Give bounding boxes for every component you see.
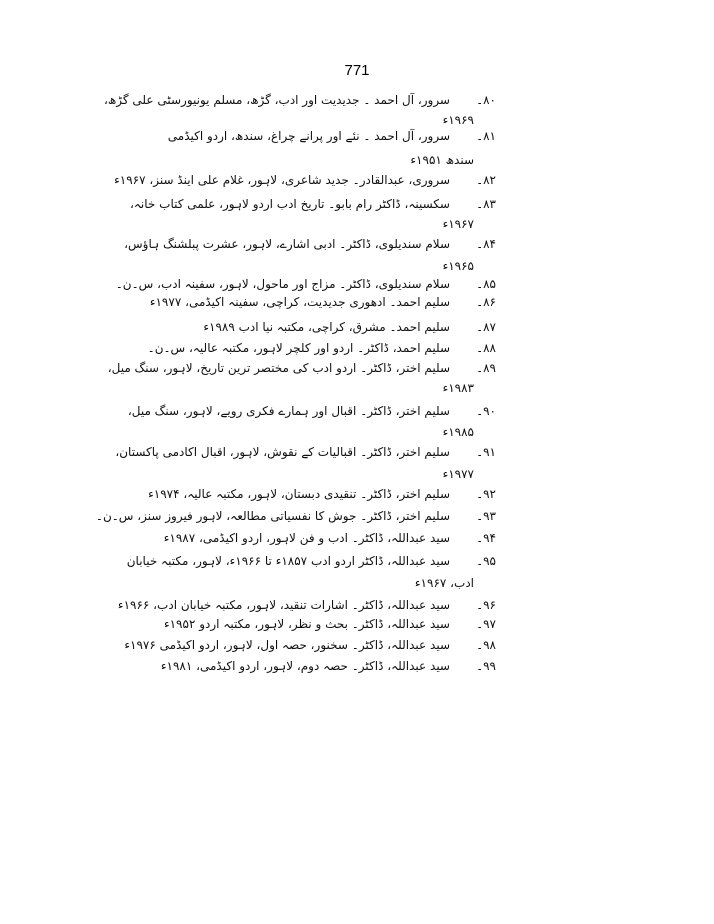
entry-continuation: ۱۹۸۳ء <box>442 381 474 395</box>
entry-number: ۹۹۔ <box>476 659 496 673</box>
entry-text: سلیم اختر، ڈاکٹر۔ جوش کا نفسیاتی مطالعہ، لاہور فیروز سنز، س۔ن۔ <box>95 509 450 523</box>
entry-number: ۸۸۔ <box>476 341 496 355</box>
entry-number: ۸۷۔ <box>476 320 496 334</box>
entry-number: ۸۳۔ <box>476 197 496 211</box>
entry-number: ۹۵۔ <box>476 554 496 568</box>
entry-text: سلیم اختر، ڈاکٹر۔ اردو ادب کی مختصر ترین تاریخ، لاہور، سنگ میل، <box>107 361 450 375</box>
entry-text: سرور، آل احمد ۔ نئے اور پرانے چراغ، سندھ، اردو اکیڈمی <box>167 129 450 143</box>
entry-text: سلیم اختر، ڈاکٹر۔ اقبال اور ہمارے فکری رویے، لاہور، سنگ میل، <box>127 404 450 418</box>
entry-text: سکسینہ، ڈاکٹر رام بابو۔ تاریخ ادب اردو لاہور، علمی کتاب خانہ، <box>130 197 450 211</box>
entry-number: ۹۰۔ <box>476 404 496 418</box>
entry-number: ۸۵۔ <box>476 277 496 291</box>
entry-continuation: سندھ ۱۹۵۱ء <box>410 153 474 167</box>
entry-text: سرور، آل احمد ۔ جدیدیت اور ادب، گڑھ، مسلم یونیورسٹی علی گڑھ، <box>104 93 450 107</box>
entry-continuation: ۱۹۸۵ء <box>442 425 474 439</box>
entry-continuation: ۱۹۶۷ء <box>442 217 474 231</box>
entry-text: سلیم اختر، ڈاکٹر۔ اقبالیات کے نقوش، لاہور، اقبال اکادمی پاکستان، <box>115 445 450 459</box>
entry-text: سلیم احمد۔ مشرق، کراچی، مکتبہ نیا ادب ۱۹۸۹ء <box>203 320 450 334</box>
entry-number: ۸۶۔ <box>476 295 496 309</box>
entry-number: ۸۰۔ <box>476 93 496 107</box>
entry-text: سید عبداللہ، ڈاکٹر۔ اشارات تنقید، لاہور، مکتبہ خیابان ادب، ۱۹۶۶ء <box>117 598 450 612</box>
entry-text: سلام سندیلوی، ڈاکٹر۔ ادبی اشارے، لاہور، عشرت پبلشنگ ہاؤس، <box>124 237 450 251</box>
entry-text: سلام سندیلوی، ڈاکٹر۔ مزاج اور ماحول، لاہور، سفینہ ادب، س۔ن۔ <box>115 277 450 291</box>
entry-text: سروری، عبدالقادر۔ جدید شاعری، لاہور، غلام علی اینڈ سنز، ۱۹۶۷ء <box>114 173 450 187</box>
entry-number: ۸۴۔ <box>476 237 496 251</box>
entry-number: ۹۳۔ <box>476 509 496 523</box>
entry-number: ۹۸۔ <box>476 638 496 652</box>
page-number: 771 <box>344 62 370 79</box>
entry-number: ۹۶۔ <box>476 598 496 612</box>
entry-text: سید عبداللہ، ڈاکٹر۔ بحث و نظر، لاہور، مکتبہ اردو ۱۹۵۲ء <box>163 617 450 631</box>
entry-continuation: ادب، ۱۹۶۷ء <box>414 576 474 590</box>
entry-number: ۹۲۔ <box>476 487 496 501</box>
entry-text: سید عبداللہ، ڈاکٹر۔ حصہ دوم، لاہور، اردو اکیڈمی، ۱۹۸۱ء <box>160 659 450 673</box>
entry-continuation: ۱۹۶۹ء <box>442 113 474 127</box>
entry-number: ۹۷۔ <box>476 617 496 631</box>
entry-text: سلیم احمد، ڈاکٹر۔ اردو اور کلچر لاہور، مکتبہ عالیہ، س۔ن۔ <box>147 341 450 355</box>
entry-text: سید عبداللہ، ڈاکٹر اردو ادب ۱۸۵۷ء تا ۱۹۶۶ء، لاہور، مکتبہ خیابان <box>126 554 450 568</box>
entry-text: سید عبداللہ، ڈاکٹر۔ ادب و فن لاہور، اردو اکیڈمی، ۱۹۸۷ء <box>163 531 450 545</box>
entry-number: ۸۹۔ <box>476 361 496 375</box>
entry-number: ۸۲۔ <box>476 173 496 187</box>
entry-continuation: ۱۹۷۷ء <box>442 467 474 481</box>
entry-text: سلیم اختر، ڈاکٹر۔ تنقیدی دبستان، لاہور، مکتبہ عالیہ، ۱۹۷۴ء <box>148 487 450 501</box>
entry-number: ۸۱۔ <box>476 129 496 143</box>
entry-continuation: ۱۹۶۵ء <box>442 259 474 273</box>
entry-number: ۹۴۔ <box>476 531 496 545</box>
entry-text: سلیم احمد۔ ادھوری جدیدیت، کراچی، سفینہ اکیڈمی، ۱۹۷۷ء <box>149 295 450 309</box>
entry-number: ۹۱۔ <box>476 445 496 459</box>
entry-text: سید عبداللہ، ڈاکٹر۔ سخنور، حصہ اول، لاہور، اردو اکیڈمی ۱۹۷۶ء <box>124 638 450 652</box>
